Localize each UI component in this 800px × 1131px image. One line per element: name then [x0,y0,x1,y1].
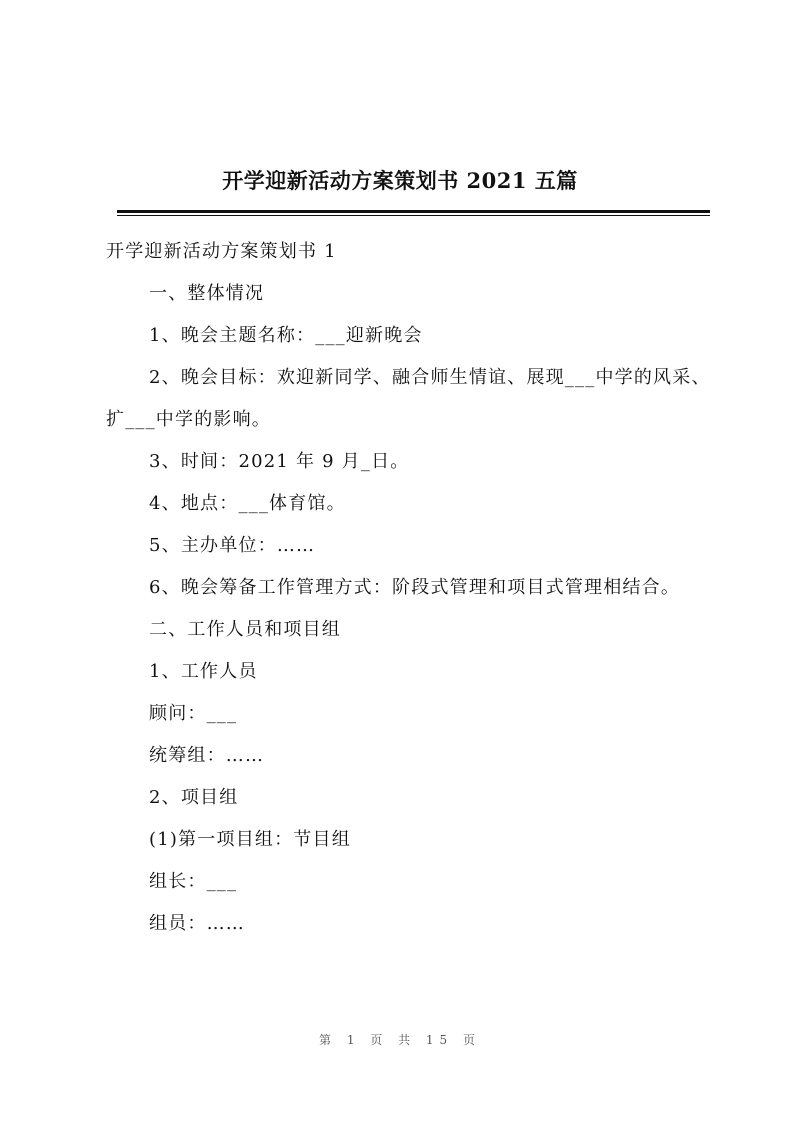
paragraph: 组员：…… [149,913,245,934]
paragraph: 顾问：___ [149,703,238,724]
title-rule-thick [117,210,710,213]
document-title: 开学迎新活动方案策划书 2021 五篇 [222,168,578,193]
paragraph: 一、整体情况 [149,283,265,304]
page-number: 第 1 页 共 15 页 [319,1033,481,1047]
document-body [106,231,712,945]
paragraph: (1)第一项目组：节目组 [149,829,351,850]
paragraph: 统筹组：…… [149,745,265,766]
paragraph: 5、主办单位：…… [149,535,316,556]
paragraph: 组长：___ [149,871,238,892]
paragraph: 2、晚会目标：欢迎新同学、融合师生情谊、展现___中学的风采、扩___中学的影响。 [106,367,711,430]
paragraph: 4、地点：___体育馆。 [149,493,346,514]
paragraph: 6、晚会筹备工作管理方式：阶段式管理和项目式管理相结合。 [149,577,681,598]
section-heading: 开学迎新活动方案策划书 1 [106,241,337,262]
paragraph: 2、项目组 [149,787,239,808]
paragraph: 1、工作人员 [149,661,258,682]
paragraph: 二、工作人员和项目组 [149,619,341,640]
title-rule-thin [117,215,710,216]
paragraph: 3、时间：2021 年 9 月_日。 [149,451,410,472]
paragraph: 1、晚会主题名称：___迎新晚会 [149,325,423,346]
